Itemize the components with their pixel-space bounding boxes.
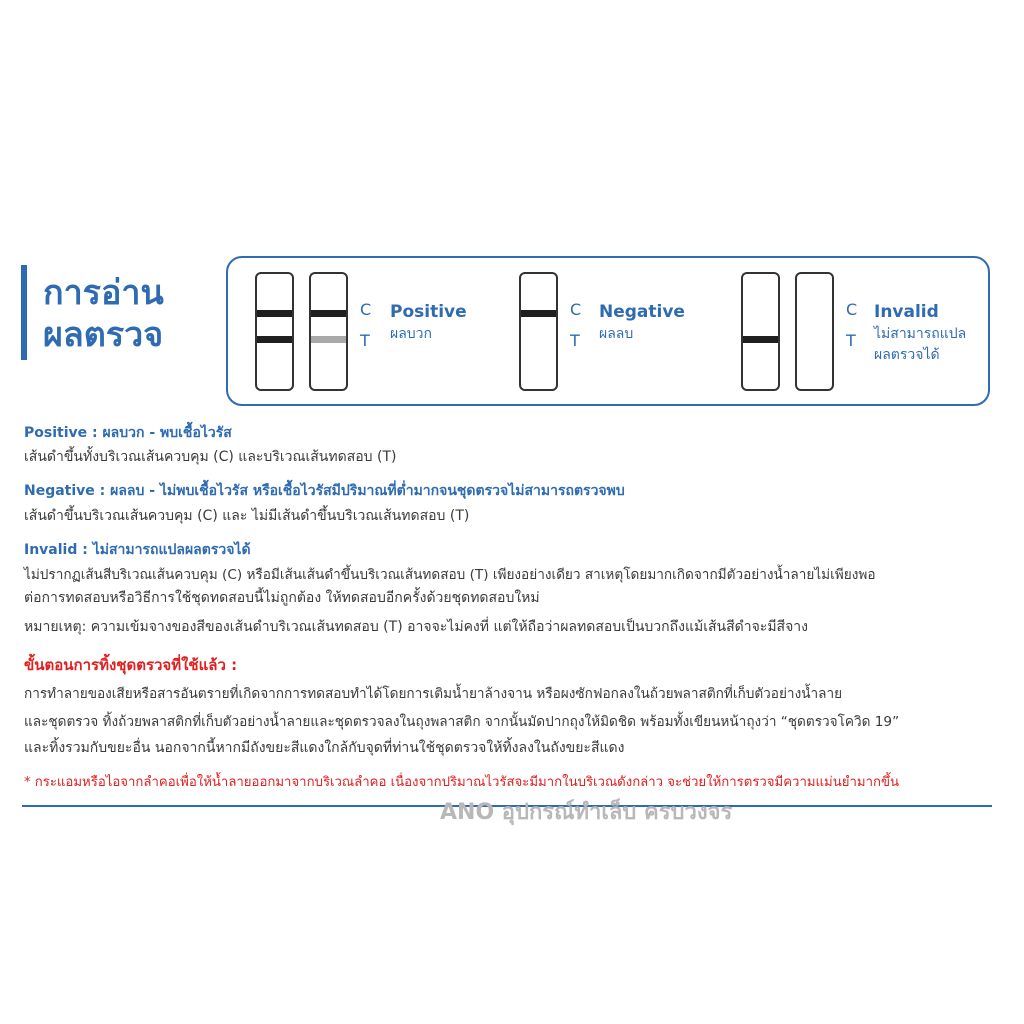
negative-label: Negative	[599, 302, 685, 322]
invalid-sublabel-2: ผลตรวจได้	[874, 347, 940, 363]
invalid-description-2: ต่อการทดสอบหรือวิธีการใช้ชุดทดสอบนี้ไม่ถูกต้อง ให้ทดสอบอีกครั้งด้วยชุดทดสอบใหม่	[24, 590, 540, 606]
positive-heading: Positive : ผลบวก - พบเชื้อไวรัส	[24, 425, 232, 441]
disposal-heading: ขั้นตอนการทิ้งชุดตรวจที่ใช้แล้ว :	[24, 656, 238, 674]
invalid-description-1: ไม่ปรากฏเส้นสีบริเวณเส้นควบคุม (C) หรือมีเส้นเส้นดำขึ้นบริเวณเส้นทดสอบ (T) เพียงอย่างเดียว สาเหตุโดยมากเกิดจากมีตัวอย่างน้ำลายไม่เพียงพอ	[24, 567, 876, 583]
control-marker: C	[570, 300, 582, 319]
invalid-test-strip-1	[741, 272, 780, 391]
footnote: * กระแอมหรือไอจากลำคอเพื่อให้น้ำลายออกมาจากบริเวณลำคอ เนื่องจากปริมาณไวรัสจะมีมากในบริเวณดังกล่าว จะช่วยให้การตรวจมีความแม่นยำมากขึ้น	[24, 775, 900, 790]
negative-sublabel: ผลลบ	[599, 326, 634, 342]
invalid-sublabel-1: ไม่สามารถแปล	[874, 326, 967, 342]
invalid-heading: Invalid : ไม่สามารถแปลผลตรวจได้	[24, 542, 251, 558]
negative-description: เส้นดำขึ้นบริเวณเส้นควบคุม (C) และ ไม่มีเส้นดำขึ้นบริเวณเส้นทดสอบ (T)	[24, 508, 470, 524]
test-line	[257, 336, 292, 343]
invalid-test-strip-2	[795, 272, 834, 391]
negative-test-strip	[519, 272, 558, 391]
control-line	[521, 310, 556, 317]
positive-sublabel: ผลบวก	[390, 326, 433, 342]
positive-description: เส้นดำขึ้นทั้งบริเวณเส้นควบคุม (C) และบริเวณเส้นทดสอบ (T)	[24, 449, 397, 465]
page-title-line2: ผลตรวจ	[43, 315, 164, 355]
test-line	[743, 336, 778, 343]
positive-label: Positive	[390, 302, 467, 322]
positive-test-strip-2	[309, 272, 348, 391]
faint-test-line	[311, 336, 346, 343]
page-title	[43, 272, 164, 356]
test-marker: T	[846, 331, 856, 350]
remark-text: หมายเหตุ: ความเข้มจางของสีของเส้นดำบริเวณเส้นทดสอบ (T) อาจจะไม่คงที่ แต่ให้ถือว่าผลทดสอบเป็นบวกถึงแม้เส้นสีดำจะมีสีจาง	[24, 619, 808, 635]
negative-heading: Negative : ผลลบ - ไม่พบเชื้อไวรัส หรือเชื้อไวรัสมีปริมาณที่ต่ำมากจนชุดตรวจไม่สามารถตรวจพบ	[24, 483, 625, 499]
control-line	[311, 310, 346, 317]
control-marker: C	[846, 300, 858, 319]
control-marker: C	[360, 300, 372, 319]
control-line	[257, 310, 292, 317]
test-marker: T	[570, 331, 580, 350]
invalid-label: Invalid	[874, 302, 939, 322]
test-marker: T	[360, 331, 370, 350]
disposal-text-2: และชุดตรวจ ทิ้งถ้วยพลาสติกที่เก็บตัวอย่างน้ำลายและชุดตรวจลงในถุงพลาสติก จากนั้นมัดปากถุงให้มิดชิด พร้อมทั้งเขียนหน้าถุงว่า “ชุดตรวจโควิด 19”	[24, 714, 900, 730]
disposal-text-1: การทำลายของเสียหรือสารอันตรายที่เกิดจากการทดสอบทำได้โดยการเติมน้ำยาล้างจาน หรือผงซักฟอกลงในถ้วยพลาสติกที่เก็บตัวอย่างน้ำลาย	[24, 686, 843, 702]
watermark: ANO อุปกรณ์ทำเล็บ ครบวงจร	[440, 800, 733, 825]
page-title-line1: การอ่าน	[43, 273, 164, 313]
disposal-text-3: และทิ้งรวมกับขยะอื่น นอกจากนี้หากมีถังขยะสีแดงใกล้กับจุดที่ท่านใช้ชุดตรวจให้ทิ้งลงในถังขยะสีแดง	[24, 740, 625, 756]
title-accent-bar	[21, 265, 27, 360]
positive-test-strip-1	[255, 272, 294, 391]
